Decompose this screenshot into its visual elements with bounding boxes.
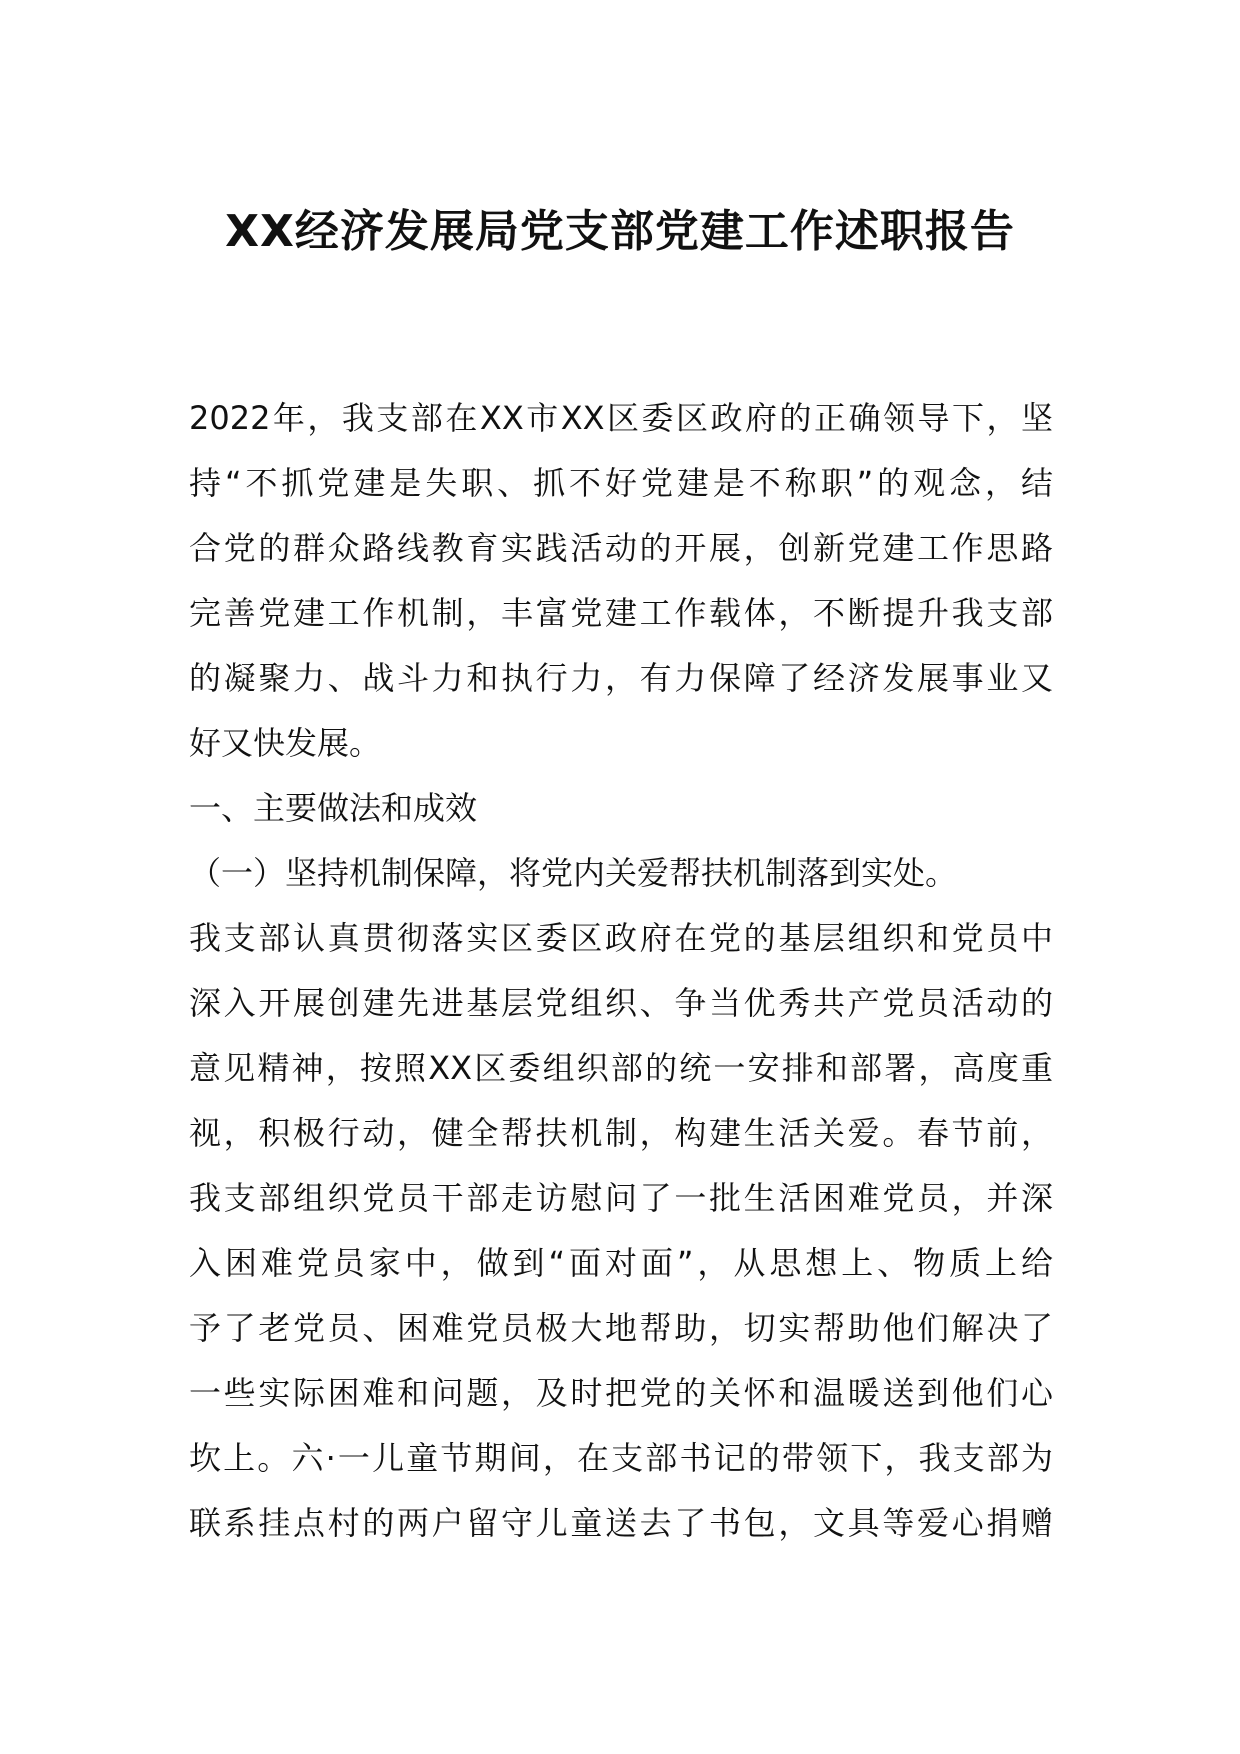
- body-line: 好又快发展。: [189, 724, 382, 762]
- body-line: 联系挂点村的两户留守儿童送去了书包，文具等爱心捐赠: [189, 1504, 1053, 1542]
- body-line: 合党的群众路线教育实践活动的开展，创新党建工作思路: [189, 529, 1053, 567]
- body-line: 予了老党员、困难党员极大地帮助，切实帮助他们解决了: [189, 1309, 1053, 1347]
- body-line: 深入开展创建先进基层党组织、争当优秀共产党员活动的: [189, 984, 1053, 1022]
- section-heading: 一、主要做法和成效: [189, 789, 478, 827]
- document-body: [189, 386, 1053, 1556]
- body-line: 一些实际困难和问题，及时把党的关怀和温暖送到他们心: [189, 1374, 1053, 1412]
- body-line: 我支部认真贯彻落实区委区政府在党的基层组织和党员中: [189, 919, 1053, 957]
- body-line: 坎上。六·一儿童节期间，在支部书记的带领下，我支部为: [189, 1439, 1053, 1477]
- body-line: 2022年，我支部在XX市XX区委区政府的正确领导下，坚: [189, 399, 1053, 437]
- body-line: 的凝聚力、战斗力和执行力，有力保障了经济发展事业又: [189, 659, 1053, 697]
- body-line: 视，积极行动，健全帮扶机制，构建生活关爱。春节前，: [189, 1114, 1053, 1152]
- body-line: 持“不抓党建是失职、抓不好党建是不称职”的观念，结: [189, 464, 1053, 502]
- subsection-heading: （一）坚持机制保障，将党内关爱帮扶机制落到实处。: [189, 854, 958, 892]
- body-line: 意见精神，按照XX区委组织部的统一安排和部署，高度重: [189, 1049, 1053, 1087]
- body-line: 完善党建工作机制，丰富党建工作载体，不断提升我支部: [189, 594, 1053, 632]
- document-title: XX经济发展局党支部党建工作述职报告: [225, 206, 1015, 257]
- body-line: 我支部组织党员干部走访慰问了一批生活困难党员，并深: [189, 1179, 1053, 1217]
- body-line: 入困难党员家中，做到“面对面”，从思想上、物质上给: [189, 1244, 1053, 1282]
